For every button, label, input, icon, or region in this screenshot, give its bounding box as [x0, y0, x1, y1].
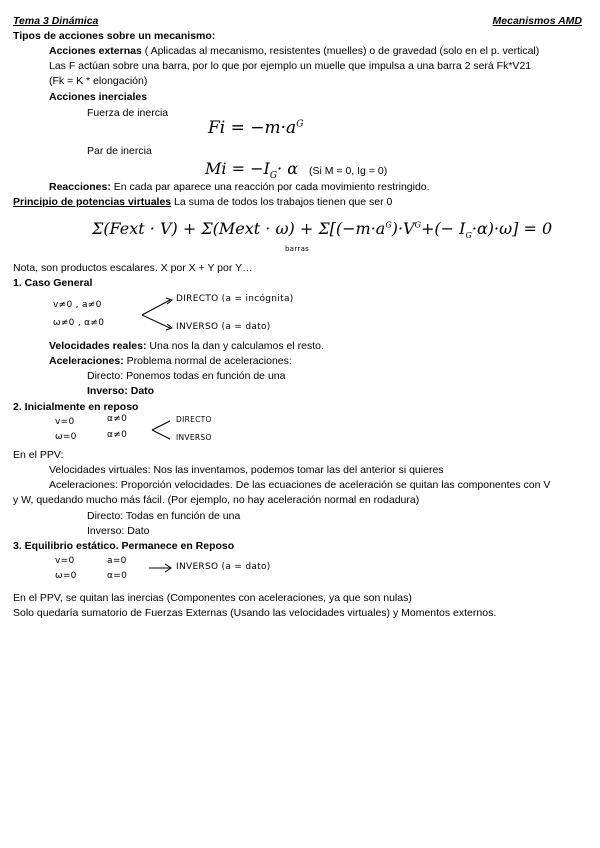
- line-principio-potencias: [13, 196, 392, 208]
- equation-ppv-a: Σ(Fext · V) + Σ(Mext · ω) + Σ: [92, 219, 330, 238]
- heading-caso-general: 1. Caso General: [13, 277, 93, 289]
- text-sumatorio-fuerzas: Solo quedaría sumatorio de Fuerzas Externas (Usando las velocidades virtuales) y Momentos externos.: [13, 607, 497, 619]
- equation-mi-sub: G: [269, 171, 278, 182]
- hw-c3-r1b: a=0: [107, 556, 127, 566]
- term-acciones-inerciales: Acciones inerciales: [49, 91, 148, 103]
- equation-fuerza-inercia: [208, 118, 303, 138]
- equation-mi-main: Mi = −I: [205, 159, 270, 178]
- text-acciones-externas: ( Aplicadas al mecanismo, resistentes (muelles) o de gravedad (solo en el p. vertical): [141, 45, 540, 57]
- term-reacciones: Reacciones:: [49, 181, 111, 193]
- text-aceleraciones-proporcion: Aceleraciones: Proporción velocidades. De las ecuaciones de aceleración se quitan las componentes con V: [49, 479, 551, 491]
- text-velocidades-reales: Una nos la dan y calculamos el resto.: [146, 340, 324, 352]
- text-fuerzas-barra: Las F actúan sobre una barra, por lo que por ejemplo un muelle que impulsa a una barra 2 será Fk*V21: [49, 60, 532, 72]
- hw-c2-directo: DIRECTO: [176, 415, 212, 424]
- hw-c3-r2a: ω=0: [55, 571, 77, 581]
- equation-ppv-b: [(−m·a: [329, 219, 386, 238]
- hw-c2-r2b: α≠0: [107, 430, 128, 440]
- term-velocidades-reales: Velocidades reales:: [49, 340, 147, 352]
- equation-ppv-d-sub: G: [465, 231, 472, 241]
- equation-ppv-d: +(− I: [421, 219, 466, 238]
- equation-ppv-c-sup: G: [414, 220, 421, 230]
- term-acciones-externas: Acciones externas: [49, 45, 142, 57]
- text-fuerza-inercia: Fuerza de inercia: [87, 107, 169, 119]
- text-quitan-inercias: En el PPV, se quitan las inercias (Componentes con aceleraciones, ya que son nulas): [13, 592, 412, 604]
- hw-c2-r1b: α≠0: [107, 414, 128, 424]
- term-principio-potencias: Principio de potencias virtuales: [13, 196, 172, 208]
- line-velocidades-reales: [49, 340, 324, 352]
- line-aceleraciones: [49, 355, 292, 367]
- hw-c3-inverso: INVERSO (a = dato): [176, 562, 271, 572]
- line-acciones-externas: [49, 45, 539, 57]
- text-inverso-general: Inverso: Dato: [87, 385, 155, 397]
- equation-par-inercia: [205, 159, 298, 181]
- text-principio-potencias: La suma de todos los trabajos tienen que ser 0: [171, 196, 393, 208]
- heading-reposo: 2. Inicialmente en reposo: [13, 401, 139, 413]
- hw-c1-row2: ω≠0 , α≠0: [53, 318, 105, 328]
- equation-fi-sup: G: [296, 119, 304, 130]
- equation-ppv-sub-barras: barras: [285, 245, 310, 253]
- hw-c1-row1: v≠0 , a≠0: [53, 300, 102, 310]
- hw-c3-r1a: v=0: [55, 556, 75, 566]
- text-en-el-ppv: En el PPV:: [13, 449, 64, 461]
- hw-c2-r1a: v=0: [55, 417, 75, 427]
- equation-ppv: [92, 219, 552, 240]
- heading-equilibrio: 3. Equilibrio estático. Permanece en Reposo: [13, 540, 235, 552]
- hw-c1-inverso: INVERSO (a = dato): [176, 322, 271, 332]
- header-left: Tema 3 Dinámica: [13, 15, 99, 27]
- hw-c3-r2b: α=0: [107, 571, 128, 581]
- text-nota-escalares: Nota, son productos escalares. X por X + Y por Y…: [13, 262, 253, 274]
- text-inverso-reposo: Inverso: Dato: [87, 525, 150, 537]
- equation-ppv-b-sup: G: [385, 220, 392, 230]
- branch-arrow-c2: [150, 418, 174, 442]
- text-aceleraciones: Problema normal de aceleraciones:: [123, 355, 292, 367]
- text-quedando-facil: y W, quedando mucho más fácil. (Por ejemplo, no hay aceleración normal en rodadura): [13, 494, 420, 506]
- hw-c2-r2a: ω=0: [55, 432, 77, 442]
- arrow-c3: [148, 563, 174, 573]
- text-velocidades-virtuales: Velocidades virtuales: Nos las inventamos, podemos tomar las del anterior si quieres: [49, 464, 444, 476]
- branch-arrow-c1: [140, 296, 180, 334]
- text-elongacion: (Fk = K * elongación): [49, 75, 148, 87]
- hw-c1-directo: DIRECTO (a = incógnita): [176, 294, 294, 304]
- header-right: Mecanismos AMD: [492, 15, 582, 27]
- term-aceleraciones: Aceleraciones:: [49, 355, 124, 367]
- text-directo-reposo: Directo: Todas en función de una: [87, 510, 241, 522]
- section-heading-tipos: Tipos de acciones sobre un mecanismo:: [13, 30, 216, 42]
- text-reacciones: En cada par aparece una reacción por cada movimiento restringido.: [110, 181, 430, 193]
- equation-ppv-c: )·V: [391, 219, 415, 238]
- line-reacciones: [49, 181, 430, 193]
- equation-ppv-e: ·α)·ω] = 0: [471, 219, 553, 238]
- hw-c2-inverso: INVERSO: [176, 433, 212, 442]
- equation-mi-tail: · α: [277, 159, 298, 178]
- equation-fi-main: Fi = −m·a: [208, 118, 297, 138]
- text-directo-general: Directo: Ponemos todas en función de una: [87, 370, 286, 382]
- text-par-inercia: Par de inercia: [87, 145, 152, 157]
- note-si-m-cero: (Si M = 0, Ig = 0): [309, 165, 388, 177]
